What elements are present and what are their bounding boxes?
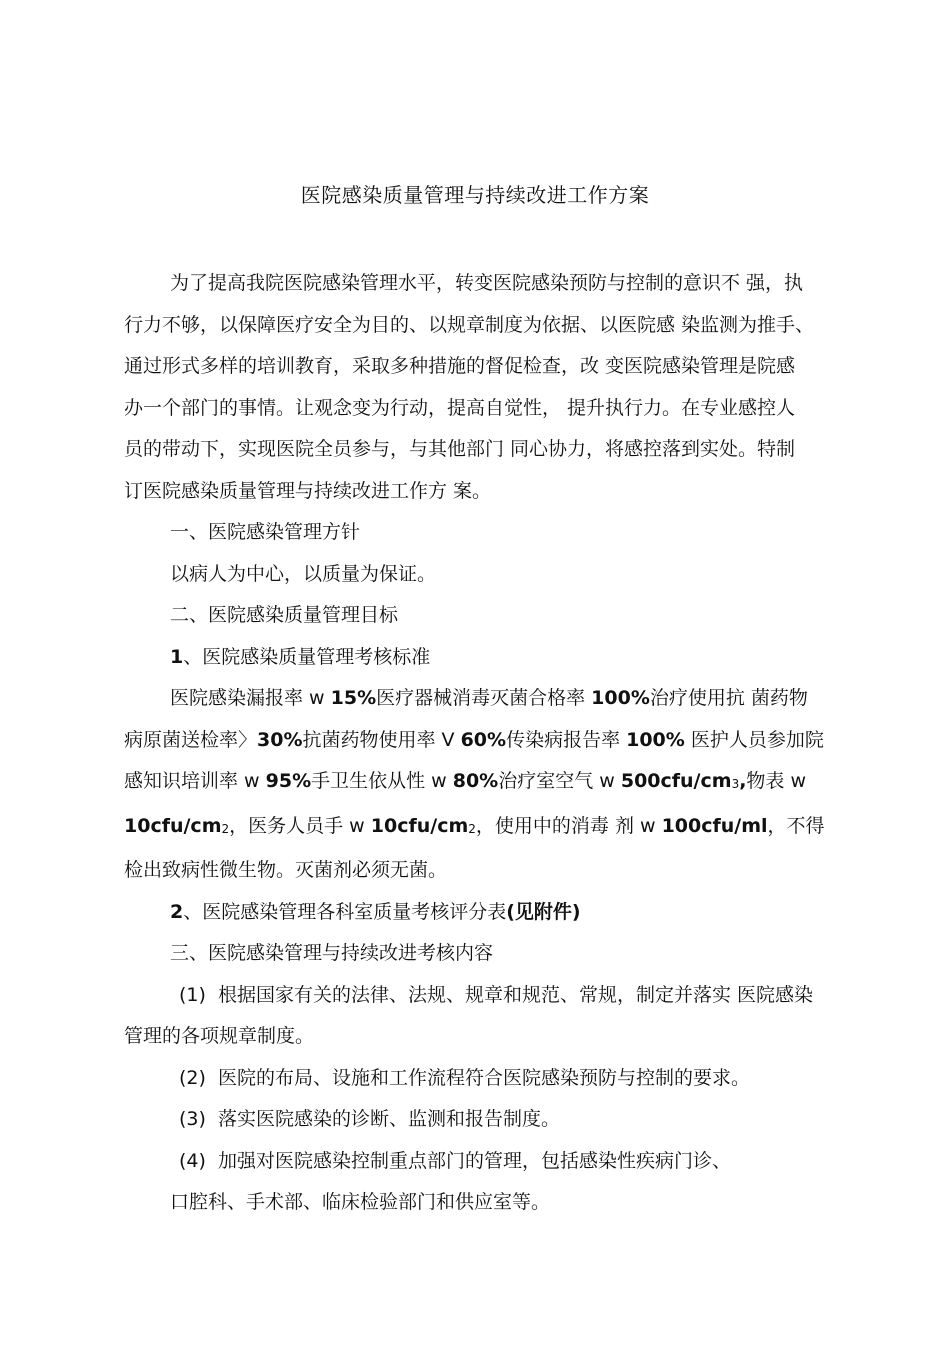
standards-value: 10cfu/cm (124, 814, 222, 837)
standards-subscript: 2 (468, 821, 476, 836)
standards-value: 80% (452, 770, 499, 792)
standards-value: 100% (626, 728, 685, 751)
standards-line-2 (124, 720, 844, 762)
standards-line-1 (124, 678, 844, 720)
intro-line: 通过形式多样的培训教育，采取多种措施的督促检查，改 变医院感染管理是院感 (124, 355, 796, 377)
standards-text: 传染病报告率 (506, 728, 627, 751)
list-item-text: 医院的布局、设施和工作流程符合医院感染预防与控制的要求。 (218, 1066, 751, 1089)
list-item (124, 1099, 844, 1141)
standards-value: 15% (330, 687, 377, 709)
intro-line: 订医院感染质量管理与持续改进工作方 案。 (124, 479, 492, 502)
intro-line: 为了提高我院医院感染管理水平，转变医院感染预防与控制的意识不 强，执 (170, 272, 804, 294)
subsection-2-heading (124, 892, 844, 934)
standards-text: ，使用中的消毒 剂 w (475, 814, 662, 837)
standards-text: ，不得 (767, 814, 825, 837)
list-item-continuation: 口腔科、手术部、临床检验部门和供应室等。 (170, 1191, 551, 1213)
standards-value: 30% (257, 728, 303, 751)
standards-line-3 (124, 761, 844, 806)
standards-text: 治疗使用抗 菌药物 (649, 687, 808, 709)
section-1-text: 以病人为中心，以质量为保证。 (170, 562, 437, 585)
standards-value: 95% (265, 770, 312, 792)
list-item-number: (2) (179, 1066, 206, 1089)
subsection-1-text: 、医院感染质量管理考核标准 (183, 645, 431, 668)
list-item (124, 1058, 844, 1100)
standards-text: 医疗器械消毒灭菌合格率 (376, 687, 592, 709)
list-item-text: 根据国家有关的法律、法规、规章和规范、常规，制定并落实 医院感染 (218, 983, 814, 1006)
standards-text: ，医务人员手 w (229, 814, 371, 837)
section-3-heading: 三、医院感染管理与持续改进考核内容 (170, 942, 494, 964)
document-body (124, 263, 844, 1224)
list-item-continuation: 管理的各项规章制度。 (124, 1025, 315, 1047)
standards-text: 医护人员参加院 (684, 728, 824, 751)
subsection-2-text: 、医院感染管理各科室质量考核评分表 (183, 900, 507, 923)
standards-value: , (739, 770, 747, 792)
list-item-text: 加强对医院感染控制重点部门的管理，包括感染性疾病门诊、 (218, 1149, 732, 1172)
intro-line: 员的带动下，实现医院全员参与，与其他部门 同心协力，将感控落到实处。特制 (124, 438, 796, 460)
standards-value: 100% (591, 687, 650, 709)
standards-text: 医院感染漏报率 w (170, 687, 331, 709)
subsection-2-number: 2 (170, 900, 184, 923)
standards-value: 100cfu/ml (661, 814, 768, 837)
section-2-heading: 二、医院感染质量管理目标 (170, 604, 399, 626)
intro-line: 行力不够，以保障医疗安全为目的、以规章制度为依据、以医院感 染监测为推手、 (124, 313, 815, 336)
standards-text: 治疗室空气 w (498, 770, 621, 792)
standards-text: 抗菌药物使用率 V (302, 728, 461, 751)
standards-subscript: 3 (731, 777, 740, 791)
subsection-1-heading (124, 637, 844, 679)
standards-text: 病原菌送检率〉 (124, 728, 258, 751)
standards-text: 感知识培训率 w (124, 770, 266, 792)
standards-subscript: 2 (221, 821, 230, 836)
list-item-text: 落实医院感染的诊断、监测和报告制度。 (218, 1108, 561, 1130)
subsection-1-number: 1 (170, 645, 184, 668)
section-1-heading: 一、医院感染管理方针 (170, 521, 361, 543)
standards-line-5: 检出致病性微生物。灭菌剂必须无菌。 (124, 859, 448, 881)
list-item-number: (4) (179, 1149, 206, 1172)
intro-line: 办一个部门的事情。让观念变为行动，提高自觉性， 提升执行力。在专业感控人 (124, 396, 796, 419)
document-title: 医院感染质量管理与持续改进工作方案 (300, 183, 650, 207)
list-item (124, 1141, 844, 1183)
standards-line-4 (124, 806, 844, 851)
list-item (124, 975, 844, 1017)
standards-value: 60% (460, 728, 507, 751)
standards-value: 10cfu/cm (370, 814, 469, 837)
standards-value: 500cfu/cm (620, 770, 732, 792)
subsection-2-paren: (见附件) (506, 900, 581, 923)
standards-text: 物表 w (746, 770, 807, 792)
standards-text: 手卫生依从性 w (311, 770, 453, 792)
list-item-number: (1) (179, 983, 206, 1006)
list-item-number: (3) (179, 1108, 206, 1130)
